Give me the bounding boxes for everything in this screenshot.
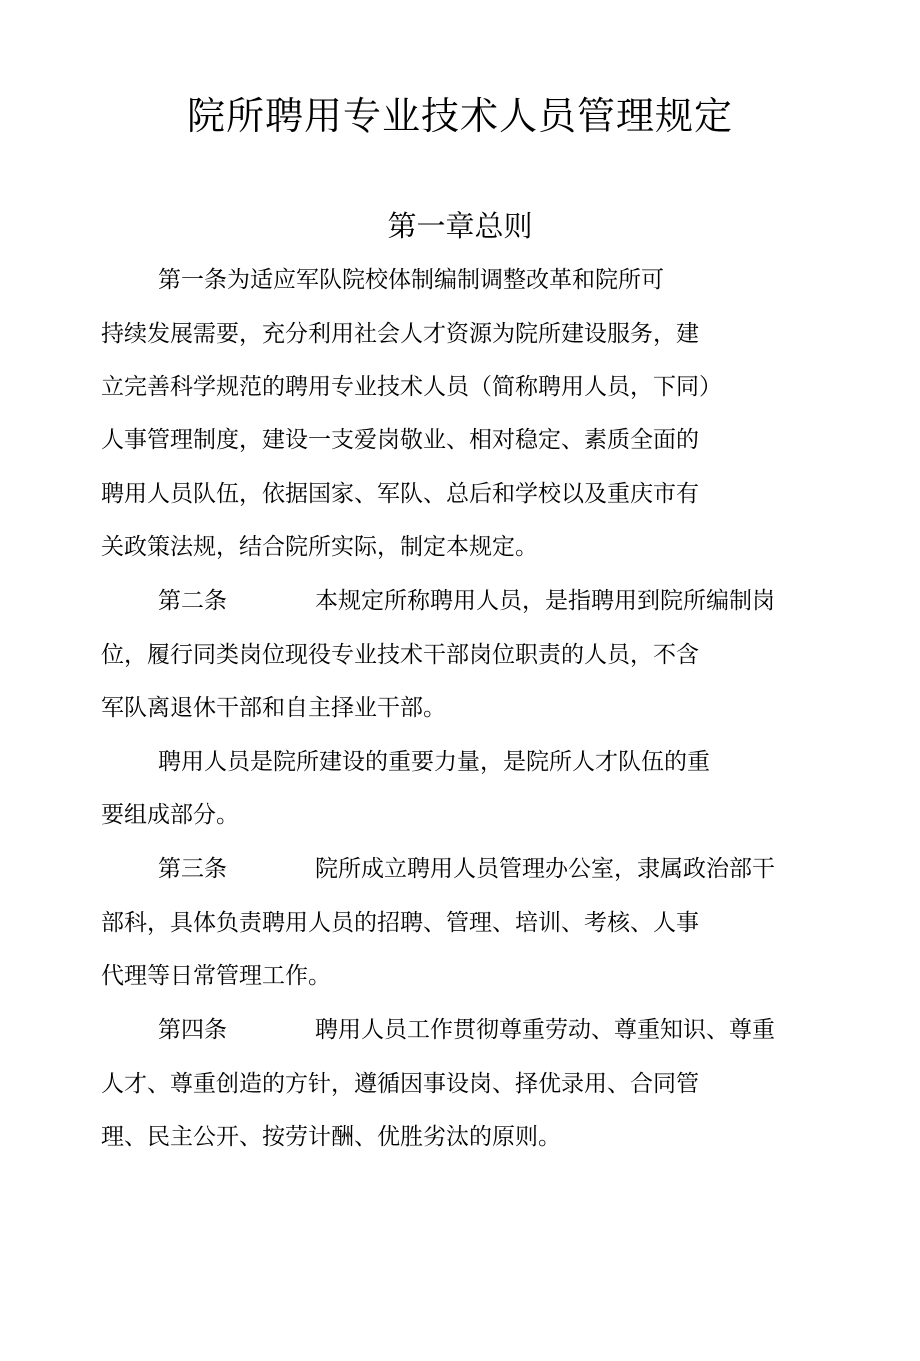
article-2-line-3: 军队离退休干部和自主择业干部。 — [101, 695, 446, 721]
article-1-line-6: 关政策法规，结合院所实际，制定本规定。 — [101, 534, 538, 560]
document-title: 院所聘用专业技术人员管理规定 — [186, 94, 733, 138]
article-1-line-4: 人事管理制度，建设一支爱岗敬业、相对稳定、素质全面的 — [101, 427, 699, 453]
chapter-heading: 第一章总则 — [387, 209, 533, 243]
article-4-text-start: 聘用人员工作贯彻尊重劳动、尊重知识、尊重 — [315, 1017, 775, 1043]
article-4-line-2: 人才、尊重创造的方针，遵循因事设岗、择优录用、合同管 — [101, 1071, 699, 1097]
article-2-text-start: 本规定所称聘用人员，是指聘用到院所编制岗 — [315, 588, 775, 614]
article-3-line-3: 代理等日常管理工作。 — [101, 963, 331, 989]
paragraph-line-1: 聘用人员是院所建设的重要力量，是院所人才队伍的重 — [158, 749, 710, 775]
article-3-text-start: 院所成立聘用人员管理办公室，隶属政治部干 — [315, 856, 775, 882]
article-1-line-1: 第一条为适应军队院校体制编制调整改革和院所可 — [158, 267, 664, 293]
article-3-first-line — [158, 853, 775, 885]
article-3-line-2: 部科，具体负责聘用人员的招聘、管理、培训、考核、人事 — [101, 910, 699, 936]
article-2-first-line — [158, 585, 775, 617]
article-3-number: 第三条 — [158, 856, 227, 882]
article-1-line-3: 立完善科学规范的聘用专业技术人员（简称聘用人员，下同） — [101, 374, 722, 400]
article-1-line-5: 聘用人员队伍，依据国家、军队、总后和学校以及重庆市有 — [101, 481, 699, 507]
paragraph-line-2: 要组成部分。 — [101, 802, 239, 828]
article-4-number: 第四条 — [158, 1017, 227, 1043]
article-4-first-line — [158, 1014, 775, 1046]
article-4-line-3: 理、民主公开、按劳计酬、优胜劣汰的原则。 — [101, 1124, 561, 1150]
article-2-number: 第二条 — [158, 588, 227, 614]
article-2-line-2: 位，履行同类岗位现役专业技术干部岗位职责的人员，不含 — [101, 642, 699, 668]
article-1-line-2: 持续发展需要，充分利用社会人才资源为院所建设服务，建 — [101, 321, 699, 347]
